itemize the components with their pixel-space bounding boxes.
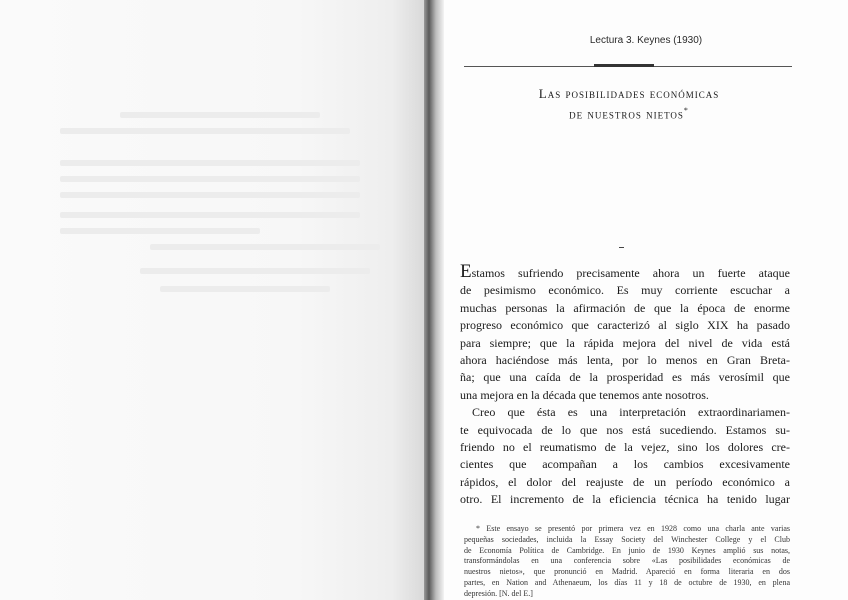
bleed-through-line: [60, 192, 360, 198]
text-line: Creo que ésta es una interpretación extraordinariamen-: [472, 405, 790, 420]
bleed-through-line: [140, 268, 370, 274]
bleed-through-line: [60, 176, 360, 182]
footnote-line: nuestros nietos», que pronunció en Madrid. Apareció en forma literaria en dos: [464, 567, 790, 577]
book-gutter: [424, 0, 444, 600]
text-line: friendo no el reumatismo de la vejez, sino los dolores cre-: [460, 439, 790, 454]
stray-mark: [619, 247, 624, 248]
right-page: [444, 0, 848, 600]
bleed-through-line: [160, 286, 330, 292]
chapter-title-line-1: Las posibilidades económicas: [538, 86, 720, 101]
footnote-line: partes, en Nation and Athenaeum, los días 11 y 18 de octubre de 1930, en plena: [464, 577, 790, 587]
bleed-through-line: [60, 160, 360, 166]
bleed-through-line: [150, 244, 380, 250]
footnote-marker: *: [683, 106, 689, 115]
footnote-line: * Este ensayo se presentó por primera vez en 1928 como una charla ante varias: [476, 524, 790, 533]
bleed-through-line: [60, 228, 260, 234]
initial-letter: E: [460, 261, 472, 282]
chapter-title-text: de nuestros nietos: [569, 106, 684, 122]
footnote-line: depresión. [N. del E.]: [464, 588, 533, 598]
text-line: progreso económico que caracterizó al siglo XIX ha pasado: [460, 318, 790, 333]
header-rule-accent: [594, 64, 654, 67]
text-line: ahora haciéndose más lenta, por lo menos en Gran Breta-: [460, 352, 790, 367]
running-head: Lectura 3. Keynes (1930): [589, 35, 703, 46]
bleed-through-line: [60, 212, 360, 218]
text-line: rápidos, el dolor del reajuste de un período económico a: [460, 474, 790, 489]
text-line: ña; que una caída de la prosperidad es más verosímil que: [460, 370, 790, 385]
bleed-through-line: [120, 112, 320, 118]
text-line-rest: stamos sufriendo precisamente ahora un fuerte ataque: [471, 266, 790, 280]
footnote-line: pequeñas sociedades, incluida la Essay Society del Winchester College y el Club: [464, 534, 790, 544]
text-line: muchas personas la afirmación de que la época de enorme: [460, 300, 790, 315]
footnote-line: de Economía Política de Cambridge. En junio de 1930 Keynes amplió sus notas,: [464, 545, 790, 555]
text-line: te equivocada de lo que nos está sucediendo. Estamos su-: [460, 422, 790, 437]
text-line: para siempre; que la rápida mejora del nivel de vida está: [460, 335, 790, 350]
text-line: [460, 261, 790, 282]
text-line: de pesimismo económico. Es muy corriente escuchar a: [460, 283, 790, 298]
bleed-through-line: [60, 128, 350, 134]
footnote: [464, 524, 790, 600]
chapter-title-line-2: [444, 106, 814, 122]
text-line: otro. El incremento de la eficiencia técnica ha tenido lugar: [460, 492, 790, 507]
text-line: cientes que acompañan a los cambios excesivamente: [460, 457, 790, 472]
body-text: [460, 261, 790, 508]
footnote-line: transformándolas en una conferencia sobre «Las posibilidades económicas de: [464, 556, 790, 566]
text-line: una mejora en la década que tenemos ante nosotros.: [460, 387, 709, 402]
